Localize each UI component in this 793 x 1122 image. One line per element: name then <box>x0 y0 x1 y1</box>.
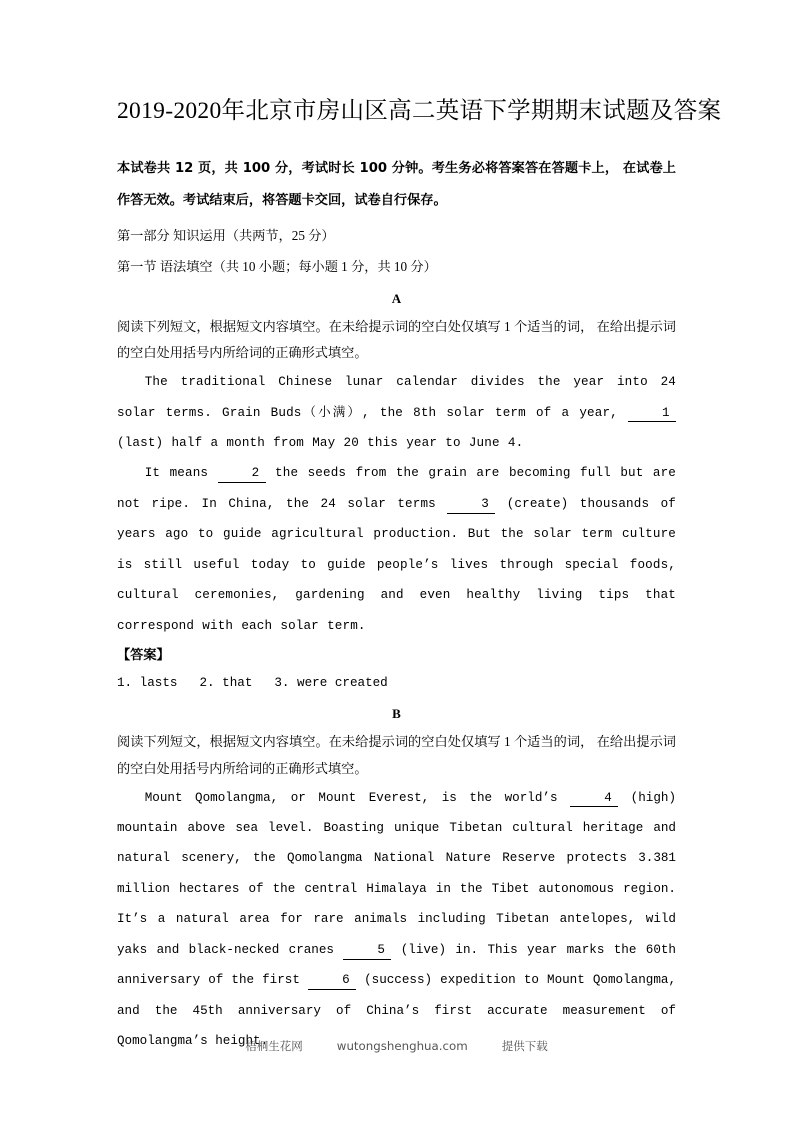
exam-instructions-bold: 本试卷共 12 页，共 100 分，考试时长 100 分钟。考生务必将答案答在答题卡上， 在试卷上作答无效。考试结束后，将答题卡交回，试卷自行保存。 <box>117 161 676 209</box>
passage-b-line6-pre: in. This year marks the 60th anniversary of the first <box>117 942 676 988</box>
answer-item-2: 2. that <box>199 676 253 691</box>
footer-download-label: 提供下载 <box>501 1039 548 1053</box>
fill-blank-4[interactable]: 4 <box>570 791 618 808</box>
page-title: 2019-2020年北京市房山区高二英语下学期期末试题及答案 <box>117 98 722 124</box>
passage-a-p2-line3: agricultural production. But the solar term culture is still useful today to guide <box>117 527 676 572</box>
passage-b-line8: of Qomolangma’s height. <box>117 1003 676 1049</box>
passage-a-instruction: 阅读下列短文，根据短文内容填空。在未给提示词的空白处仅填写 1 个适当的词， 在给出提示词的空白处用括号内所给词的正确形式填空。 <box>117 318 676 361</box>
part-heading: 第一部分 知识运用（共两节，25 分） <box>117 228 335 244</box>
passage-b-line6-post: (success) expedition <box>364 973 516 988</box>
passage-a-p2-line5: healthy living tips that correspond with each solar term. <box>117 588 676 633</box>
passage-a-paragraph-2 <box>117 458 676 641</box>
passage-a-p2-line1-pre: It means <box>144 466 209 481</box>
passage-a-paragraph-1 <box>117 367 676 458</box>
passage-a-p1-line2-post: (last) half a month from <box>117 436 304 450</box>
passage-a-p2-line2-post: (create) thousands of years ago to guide <box>117 496 676 542</box>
passage-b-line2: mountain above sea level. Boasting unique Tibetan cultural heritage and natural <box>117 821 676 866</box>
section-heading: 第一节 语法填空（共 10 小题；每小题 1 分，共 10 分） <box>117 259 437 275</box>
fill-blank-6[interactable]: 6 <box>308 973 356 990</box>
passage-b-body <box>117 783 676 1057</box>
passage-marker-b: B <box>392 706 401 722</box>
answer-item-1: 1. lasts <box>117 676 178 691</box>
fill-blank-5[interactable]: 5 <box>343 943 391 960</box>
passage-b-line5-pre: animals including Tibetan antelopes, wild yaks and black-necked cranes <box>117 912 676 957</box>
passage-a-p1-line1: The traditional Chinese lunar calendar divides the year into 24 solar terms. <box>117 375 676 420</box>
footer-site-url: wutongshenghua.com <box>336 1039 468 1053</box>
fill-blank-3[interactable]: 3 <box>447 497 495 514</box>
passage-a-p2-line2-pre: In China, the 24 solar terms <box>201 496 436 511</box>
passage-b-instruction: 阅读下列短文，根据短文内容填空。在未给提示词的空白处仅填写 1 个适当的词， 在给出提示词的空白处用括号内所给词的正确形式填空。 <box>117 734 676 776</box>
passage-marker-a: A <box>391 290 402 306</box>
passage-b-line1-post: (high) <box>630 790 677 805</box>
fill-blank-2[interactable]: 2 <box>218 466 266 483</box>
footer-site-name: 梧桐生花网 <box>245 1039 303 1053</box>
passage-b-line3: scenery, the Qomolangma National Nature Reserve protects 3.381 million hectares of <box>117 851 676 896</box>
passage-b-line5-post: (live) <box>400 942 447 957</box>
answer-heading: 【答案】 <box>117 648 170 664</box>
passage-a-p1-line3: May 20 this year to June 4. <box>312 436 524 450</box>
footer-watermark <box>0 1038 793 1054</box>
passage-b-line4: the central Himalaya in the Tibet autonomous region. It’s a natural area for rare <box>117 881 676 927</box>
fill-blank-1[interactable]: 1 <box>628 406 676 423</box>
passage-b-line7: to Mount Qomolangma, and the 45th anniversary of China’s first accurate measurement <box>117 973 677 1018</box>
passage-a-p2-line4: people’s lives through special foods, cultural ceremonies, gardening and even <box>117 557 676 603</box>
passage-a-p1-line2-pre: Grain Buds（小满）, the 8th solar term of a year, <box>222 405 618 420</box>
answer-list <box>117 670 676 698</box>
answer-item-3: 3. were created <box>274 676 388 691</box>
passage-b-line1-pre: Mount Qomolangma, or Mount Everest, is the world’s <box>144 790 558 805</box>
passage-a-p2-line1-post: the seeds from the grain are becoming full but are not ripe. <box>117 466 677 511</box>
